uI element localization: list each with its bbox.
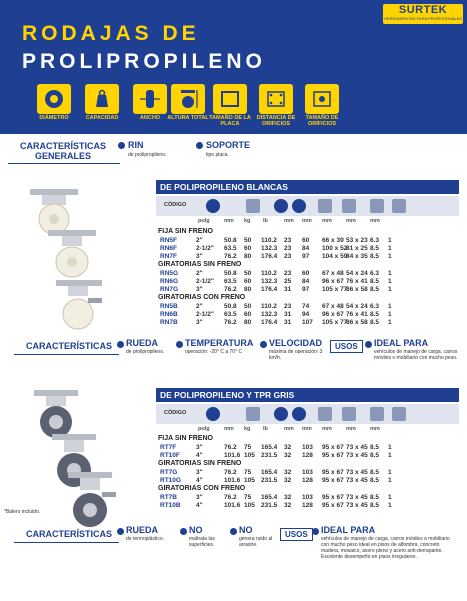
table-cell: 8.5 (370, 278, 380, 285)
table-cell: 80 (244, 319, 252, 326)
divider (8, 163, 120, 164)
table-cell: 76.2 (224, 444, 237, 451)
table-cell: 80 (244, 286, 252, 293)
table-cell: 54 x 24 (346, 303, 368, 310)
no-maltrata-desc: maltrata las superficies. (189, 536, 215, 548)
table-cell: 73 x 45 (346, 477, 368, 484)
table-cell: 67 x 48 (322, 303, 344, 310)
table-cell: 165.4 (261, 469, 278, 476)
table-cell: 4" (196, 502, 203, 509)
table-cell: 95 x 67 (322, 494, 344, 501)
table-cell: 95 x 67 (322, 469, 344, 476)
divider (14, 354, 119, 355)
table-cell: 4" (196, 477, 203, 484)
table-cell: 8.5 (370, 469, 380, 476)
table-cell: 2" (196, 237, 203, 244)
unit-label: mm (224, 426, 234, 432)
title-line1: RODAJAS DE (22, 22, 200, 45)
table-cell: 2" (196, 303, 203, 310)
product-code: RN6F (160, 245, 177, 252)
header-banner (0, 0, 467, 80)
table-cell: 32 (284, 444, 292, 451)
product-code: RT7F (160, 444, 177, 451)
rueda-title: RUEDA (126, 338, 159, 348)
table-cell: 105 (244, 477, 255, 484)
table-cell: 3" (196, 469, 203, 476)
brand-name: SURTEK (398, 4, 448, 16)
table-cell: 73 x 45 (346, 502, 368, 509)
table1-title: DE POLIPROPILENO BLANCAS (156, 180, 459, 194)
table-cell: 95 x 67 (322, 452, 344, 459)
hole-size-icon (370, 199, 384, 213)
table-cell: 105 x 77 (322, 286, 348, 293)
table-row (156, 311, 459, 319)
table-cell: 50.8 (224, 303, 237, 310)
table-cell: 165.4 (261, 444, 278, 451)
table-row (156, 270, 459, 278)
table-row (156, 444, 459, 452)
table-cell: 76.2 (224, 469, 237, 476)
table-cell: 60 (244, 278, 252, 285)
table-cell: 8.5 (370, 319, 380, 326)
table-cell: 23 (284, 245, 292, 252)
table-cell: 8.5 (370, 253, 380, 260)
bullet-icon (260, 341, 267, 348)
plate-size-icon (218, 87, 242, 111)
table-cell: 63.5 (224, 311, 237, 318)
bullet-icon (117, 528, 124, 535)
table-cell: 3" (196, 286, 203, 293)
table-cell: 3" (196, 253, 203, 260)
usos-label: USOS (280, 528, 313, 541)
unit-label: mm (224, 218, 234, 224)
table-cell: 84 (302, 245, 310, 252)
section-heading: GIRATORIAS CON FRENO (158, 485, 246, 492)
table-cell: 165.4 (261, 494, 278, 501)
feature-label: DIÁMETRO (39, 115, 69, 121)
table-cell: 8.5 (370, 245, 380, 252)
diameter-icon (206, 199, 220, 213)
table-cell: 95 x 67 (322, 502, 344, 509)
product-code: RT7B (160, 494, 177, 501)
table2-title: DE POLIPROPILENO Y TPR GRIS (156, 388, 459, 402)
unit-label: kg (244, 218, 251, 224)
table-cell: 105 (244, 452, 255, 459)
table-cell: 1 (388, 444, 392, 451)
feature-icon-bar (0, 80, 467, 134)
bullet-icon (312, 528, 319, 535)
table-cell: 80 (244, 253, 252, 260)
unit-label: lb (263, 218, 268, 224)
table-cell: 84 x 35 (346, 253, 368, 260)
feature-hole-distance (254, 84, 298, 132)
section-heading: GIRATORIAS SIN FRENO (158, 460, 242, 467)
table-cell: 97 (302, 286, 310, 293)
table-cell: 128 (302, 502, 313, 509)
table-row (156, 245, 459, 253)
table-cell: 132.3 (261, 311, 278, 318)
height-icon (176, 87, 200, 111)
table-cell: 97 (302, 253, 310, 260)
table-cell: 75 (244, 444, 252, 451)
unit-label: mm (284, 426, 294, 432)
unit-label: kg (244, 426, 251, 432)
table-cell: 31 (284, 311, 292, 318)
table-cell: 53 x 23 (346, 237, 368, 244)
table-cell: 50.8 (224, 270, 237, 277)
feature-hole-size (300, 84, 344, 132)
table-cell: 105 x 77 (322, 319, 348, 326)
width-icon (274, 407, 288, 421)
product-code: RN7G (160, 286, 179, 293)
table-cell: 96 x 67 (322, 311, 344, 318)
table-cell: 76 x 41 (346, 278, 368, 285)
divider (14, 542, 119, 543)
table-cell: 73 x 45 (346, 494, 368, 501)
table-cell: 23 (284, 270, 292, 277)
table-cell: 86 x 58 (346, 319, 368, 326)
feature-capacity (80, 84, 124, 132)
table-cell: 84 (302, 278, 310, 285)
ideal-desc: vehículos de manejo de carga, carros móviles o mobiliario con mucho peso. (374, 349, 458, 361)
hole-size-icon (392, 199, 406, 213)
no-maltrata-title: NO (189, 525, 203, 535)
product-code: RT7G (160, 469, 178, 476)
brand-tagline: HERRAMIENTAS PARA PROFESIONALES (384, 16, 462, 21)
section-heading: GIRATORIAS CON FRENO (158, 294, 246, 301)
rueda-desc: de termoplástico. (126, 536, 165, 542)
table-row (156, 278, 459, 286)
rin-title: RIN (128, 140, 144, 150)
product-code: RN6G (160, 278, 179, 285)
table-cell: 63.5 (224, 245, 237, 252)
table-cell: 3" (196, 319, 203, 326)
table-cell: 66 x 39 (322, 237, 344, 244)
table-cell: 231.5 (261, 452, 278, 459)
rin-desc: de prolipropileno. (128, 152, 167, 158)
bearing-note: *Balero incluido. (4, 509, 41, 515)
table-cell: 50 (244, 237, 252, 244)
product-code: RN7F (160, 253, 177, 260)
table-cell: 1 (388, 303, 392, 310)
characteristics-label: CARACTERÍSTICAS (25, 529, 112, 539)
table-cell: 23 (284, 237, 292, 244)
table-row (156, 494, 459, 502)
table-cell: 95 x 67 (322, 477, 344, 484)
no-ruido-desc: genera ruido al arrastre. (239, 536, 273, 548)
table-cell: 8.5 (370, 452, 380, 459)
table-cell: 176.4 (261, 286, 278, 293)
gray-brake-caster-photo (58, 470, 122, 530)
table-cell: 32 (284, 494, 292, 501)
no-ruido-title: NO (239, 525, 253, 535)
unit-label: mm (284, 218, 294, 224)
table-cell: 3" (196, 494, 203, 501)
hole-distance-icon (342, 407, 356, 421)
temperatura-title: TEMPERATURA (185, 338, 254, 348)
table-cell: 8.5 (370, 286, 380, 293)
table-cell: 1 (388, 494, 392, 501)
table-cell: 6.3 (370, 237, 380, 244)
unit-label: mm (322, 426, 332, 432)
unit-label: mm (370, 218, 380, 224)
hole-distance-icon (342, 199, 356, 213)
table-cell: 132.3 (261, 278, 278, 285)
table-cell: 107 (302, 319, 313, 326)
feature-height (166, 84, 210, 132)
table-cell: 100 x 52 (322, 245, 348, 252)
bullet-icon (180, 528, 187, 535)
unit-label: pulg (198, 426, 210, 432)
table-row (156, 286, 459, 294)
table1-units (156, 218, 459, 226)
diameter-icon (42, 87, 66, 111)
table-cell: 23 (284, 303, 292, 310)
rueda-title: RUEDA (126, 525, 159, 535)
table-cell: 76.2 (224, 494, 237, 501)
table-cell: 31 (284, 286, 292, 293)
table2-units (156, 426, 459, 434)
table-cell: 103 (302, 469, 313, 476)
velocidad-title: VELOCIDAD (269, 338, 323, 348)
table-cell: 2" (196, 270, 203, 277)
table-cell: 1 (388, 311, 392, 318)
table-cell: 104 x 59 (322, 253, 348, 260)
table-cell: 176.4 (261, 253, 278, 260)
bullet-icon (365, 341, 372, 348)
table-row (156, 319, 459, 327)
bullet-icon (230, 528, 237, 535)
table-cell: 1 (388, 253, 392, 260)
table-cell: 63.5 (224, 278, 237, 285)
table-cell: 75 (244, 469, 252, 476)
table-cell: 95 x 67 (322, 444, 344, 451)
weight-icon (90, 87, 114, 111)
table-cell: 101.6 (224, 452, 241, 459)
feature-label: ALTURA TOTAL (167, 115, 209, 121)
hole-size-icon (392, 407, 406, 421)
product-code: RN6B (160, 311, 178, 318)
table-cell: 50 (244, 303, 252, 310)
white-brake-caster-photo (46, 278, 110, 332)
section-heading: FIJA SIN FRENO (158, 435, 213, 442)
bullet-icon (117, 341, 124, 348)
table-cell: 32 (284, 502, 292, 509)
table-cell: 50 (244, 270, 252, 277)
table-cell: 231.5 (261, 502, 278, 509)
unit-label: mm (346, 218, 356, 224)
table-row (156, 237, 459, 245)
unit-label: mm (370, 426, 380, 432)
table-row (156, 477, 459, 485)
table-cell: 60 (244, 311, 252, 318)
feature-diameter (32, 84, 76, 132)
table-cell: 8.5 (370, 502, 380, 509)
table-row (156, 452, 459, 460)
bullet-icon (196, 142, 203, 149)
table-cell: 73 x 45 (346, 444, 368, 451)
table-cell: 60 (302, 270, 310, 277)
table2-icon-row (156, 404, 459, 424)
table-cell: 110.2 (261, 237, 277, 244)
table-cell: 110.2 (261, 303, 277, 310)
plate-size-icon (318, 199, 332, 213)
table-cell: 8.5 (370, 311, 380, 318)
table-cell: 81 x 25 (346, 245, 368, 252)
product-code: RN5B (160, 303, 178, 310)
table-cell: 105 (244, 502, 255, 509)
section-heading: FIJA SIN FRENO (158, 228, 213, 235)
table-cell: 1 (388, 245, 392, 252)
rueda-desc: de prolipropileno. (126, 349, 165, 355)
table-cell: 110.2 (261, 270, 277, 277)
table-cell: 231.5 (261, 477, 278, 484)
feature-label: DISTANCIA DE ORIFICIOS (256, 115, 296, 127)
bullet-icon (176, 341, 183, 348)
hole-distance-icon (264, 87, 288, 111)
table-cell: 1 (388, 319, 392, 326)
white-swivel-caster-photo (40, 228, 104, 280)
codigo-label: CÓDIGO (164, 410, 187, 416)
table-cell: 8.5 (370, 477, 380, 484)
table-cell: 76.2 (224, 253, 237, 260)
table-cell: 1 (388, 270, 392, 277)
feature-label: CAPACIDAD (85, 115, 119, 121)
table-cell: 60 (244, 245, 252, 252)
table-cell: 1 (388, 502, 392, 509)
ideal-title: IDEAL PARA (374, 338, 429, 348)
table-cell: 3" (196, 444, 203, 451)
product-code: RT10B (160, 502, 181, 509)
table-cell: 86 x 58 (346, 286, 368, 293)
table-cell: 101.6 (224, 502, 241, 509)
table-cell: 6.3 (370, 303, 380, 310)
table-cell: 32 (284, 452, 292, 459)
bullet-icon (118, 142, 125, 149)
table-cell: 2-1/2" (196, 311, 214, 318)
table-cell: 2-1/2" (196, 245, 214, 252)
table-cell: 1 (388, 477, 392, 484)
feature-label: TAMAÑO DE LA PLACA (209, 115, 251, 127)
height-icon (292, 199, 306, 213)
table-row (156, 253, 459, 261)
width-icon (274, 199, 288, 213)
section-heading: GIRATORIAS SIN FRENO (158, 261, 242, 268)
table-cell: 128 (302, 477, 313, 484)
general-characteristics-label: CARACTERÍSTICAS GENERALES (19, 141, 106, 161)
table-cell: 67 x 48 (322, 270, 344, 277)
diameter-icon (206, 407, 220, 421)
velocidad-desc: máxima de operación: 3 km/h. (269, 349, 323, 361)
soporte-desc: tipo placa. (206, 152, 229, 158)
table-cell: 4" (196, 452, 203, 459)
table-cell: 75 (244, 494, 252, 501)
table1-icon-row (156, 196, 459, 216)
table-cell: 103 (302, 444, 313, 451)
table-cell: 50.8 (224, 237, 237, 244)
table-row (156, 303, 459, 311)
table-row (156, 502, 459, 510)
ideal-title: IDEAL PARA (321, 525, 376, 535)
weight-icon (246, 407, 260, 421)
table-cell: 23 (284, 253, 292, 260)
table-row (156, 469, 459, 477)
hole-size-icon (310, 87, 334, 111)
unit-label: mm (302, 426, 312, 432)
feature-label: ANCHO (139, 115, 161, 121)
product-code: RT10F (160, 452, 180, 459)
table-cell: 132.3 (261, 245, 278, 252)
table-cell: 1 (388, 452, 392, 459)
hole-size-icon (370, 407, 384, 421)
unit-label: mm (346, 426, 356, 432)
soporte-title: SOPORTE (206, 140, 251, 150)
table-cell: 101.6 (224, 477, 241, 484)
table-cell: 32 (284, 469, 292, 476)
temperatura-desc: operación: -20° C a 70° C (185, 349, 243, 355)
brand-logo (383, 4, 463, 24)
feature-label: TAMAÑO DE ORIFICIOS (305, 115, 339, 127)
product-code: RN7B (160, 319, 178, 326)
height-icon (292, 407, 306, 421)
table-cell: 60 (302, 237, 310, 244)
table-cell: 25 (284, 278, 292, 285)
characteristics-label: CARACTERÍSTICAS (25, 341, 112, 351)
table-cell: 1 (388, 237, 392, 244)
weight-icon (246, 199, 260, 213)
table-cell: 103 (302, 494, 313, 501)
product-code: RT10G (160, 477, 181, 484)
table-cell: 76.2 (224, 319, 237, 326)
unit-label: mm (302, 218, 312, 224)
title-line2: PROLIPROPILENO (22, 50, 266, 73)
table-cell: 73 x 45 (346, 452, 368, 459)
table-cell: 32 (284, 477, 292, 484)
table-cell: 96 x 67 (322, 278, 344, 285)
unit-label: mm (322, 218, 332, 224)
product-code: RN5G (160, 270, 179, 277)
table-cell: 76 x 41 (346, 311, 368, 318)
table-cell: 74 (302, 303, 310, 310)
codigo-label: CÓDIGO (164, 202, 187, 208)
unit-label: lb (263, 426, 268, 432)
table-cell: 8.5 (370, 494, 380, 501)
unit-label: pulg (198, 218, 210, 224)
table-cell: 1 (388, 286, 392, 293)
table-cell: 1 (388, 469, 392, 476)
table-cell: 94 (302, 311, 310, 318)
table-cell: 73 x 45 (346, 469, 368, 476)
table-cell: 76.2 (224, 286, 237, 293)
ideal-desc: vehículos de manejo de carga, carros móviles o mobiliario con mucho peso ideal en pisos de alfombra, concreto madera, mosaico, acero pleno y acero anti-derrapante. Excelente desempeño en pisos irregulares. (321, 536, 450, 560)
table-cell: 8.5 (370, 444, 380, 451)
table-cell: 54 x 24 (346, 270, 368, 277)
width-icon (138, 87, 162, 111)
table-cell: 2-1/2" (196, 278, 214, 285)
plate-size-icon (318, 407, 332, 421)
feature-plate-size (208, 84, 252, 132)
product-code: RN5F (160, 237, 177, 244)
table-cell: 128 (302, 452, 313, 459)
table-cell: 6.3 (370, 270, 380, 277)
table-cell: 1 (388, 278, 392, 285)
usos-label: USOS (330, 340, 363, 353)
table-cell: 31 (284, 319, 292, 326)
table-cell: 176.4 (261, 319, 278, 326)
